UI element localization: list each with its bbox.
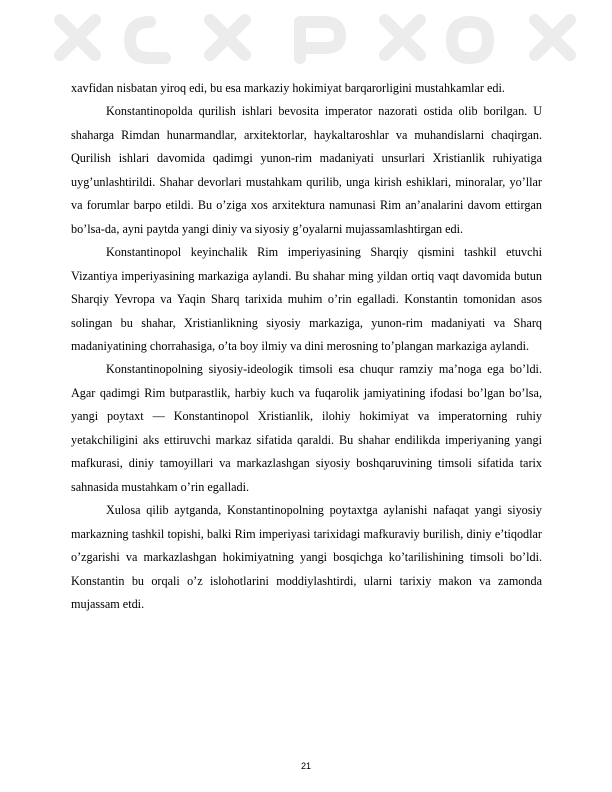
page-number: 21: [300, 761, 311, 771]
body-text: [71, 77, 542, 616]
paragraph-2: Konstantinopolda qurilish ishlari bevosita imperator nazorati ostida olib borilgan. U shaharga Rimdan hunarmandlar, arxitektorlar, haykaltaroshlar va muhandislarni chaqirgan. Qurilish ishlari davomida qadimgi yunon-rim madaniyati unsurlari Xristianlik ruhiyatiga uyg’unlashtirildi. Shahar devorlari mustahkam qurilib, unga kirish eshiklari, minoralar, yo’llar va forumlar barpo etildi. Bu o’ziga xos arxitektura namunasi Rim an’analarini davom ettirgan bo’lsa-da, ayni paytda yangi diniy va siyosiy g’oyalarni mujassamlashtirgan edi.: [71, 104, 542, 236]
paragraph-4: Konstantinopolning siyosiy-ideologik timsoli esa chuqur ramziy ma’noga ega bo’ldi. Agar qadimgi Rim butparastlik, harbiy kuch va fuqarolik jamiyatining ifodasi bo’lgan bo’lsa, yangi poytaxt — Konstantinopol Xristianlik, ilohiy hokimiyat va imperatorning ruhiy yetakchiligini aks ettiruvchi markaz sifatida qaraldi. Bu shahar endilikda imperiyaning yangi mafkurasi, diniy tamoyillari va markazlashgan siyosiy boshqaruvining timsoli sifatida tarix sahnasida mustahkam o’rin egalladi.: [71, 362, 542, 494]
paragraph-3: Konstantinopol keyinchalik Rim imperiyasining Sharqiy qismini tashkil etuvchi Vizantiya imperiyasining markaziga aylandi. Bu shahar ming yildan ortiq vaqt davomida butun Sharqiy Yevropa va Yaqin Sharq tarixida muhim o’rin egalladi. Konstantin tomonidan asos solingan bu shahar, Xristianlikning siyosiy markaziga, yunon-rim madaniyati va Sharq madaniyatining chorrahasiga, o’ta boy ilmiy va dini merosning to’plangan markaziga aylandi.: [71, 245, 542, 353]
paragraph-5: Xulosa qilib aytganda, Konstantinopolning poytaxtga aylanishi nafaqat yangi siyosiy markazning tashkil topishi, balki Rim imperiyasi tarixidagi mafkuraviy burilish, diniy e’tiqodlar o’zgarishi va markazlashgan hokimiyatning yangi bosqichga ko’tarilishining timsoli bo’ldi. Konstantin bu orqali o’z islohotlarini moddiylashtirdi, ularni tarixiy makon va zamonda mujassam etdi.: [71, 503, 542, 611]
paragraph-1: xavfidan nisbatan yiroq edi, bu esa markaziy hokimiyat barqarorligini mustahkamlar edi.: [71, 81, 505, 95]
